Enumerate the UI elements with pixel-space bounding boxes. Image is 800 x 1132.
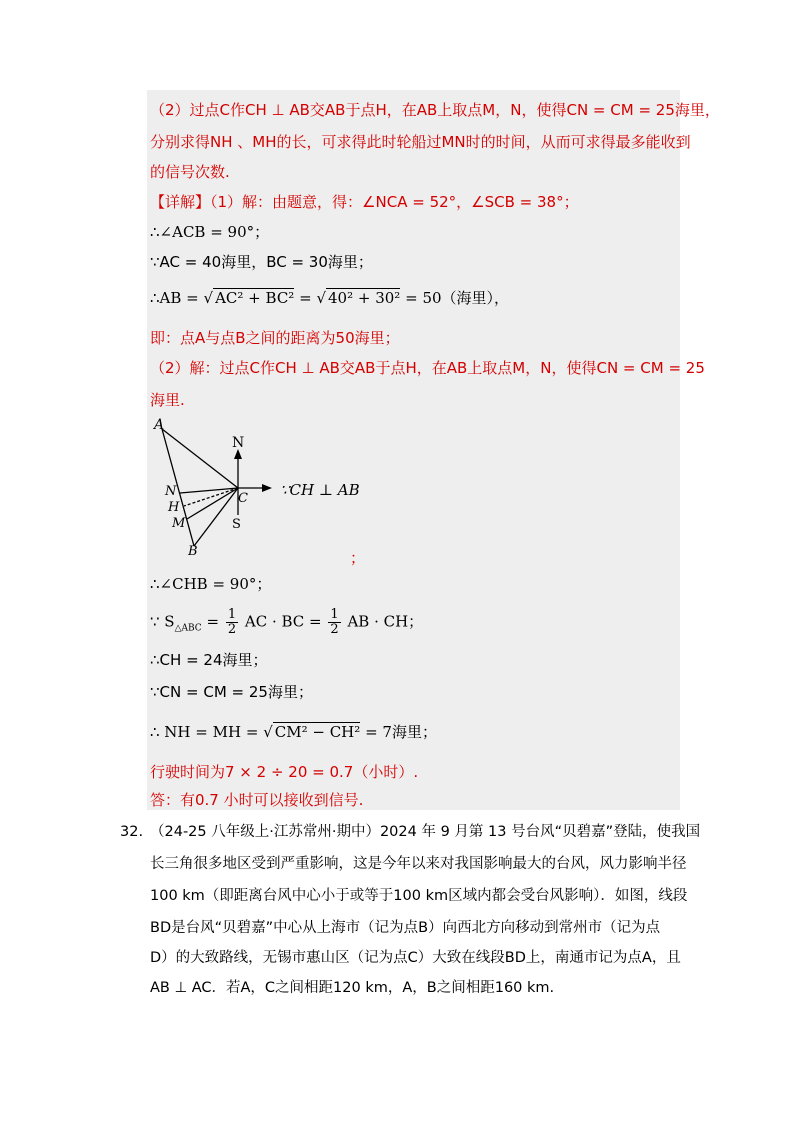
part2-line2: 海里. [150,391,185,409]
step-area-eq1: = [206,612,220,631]
step-ab [150,288,509,308]
label-a: A [154,417,165,433]
step-cn: ∵CN = CM = 25海里； [150,683,313,701]
label-h: H [168,500,180,515]
figure-caption: ∵CH ⊥ AB [280,481,360,499]
time-line: 行驶时间为7 × 2 ÷ 20 = 0.7（小时）. [150,763,419,781]
question32-line4: BD是台风“贝碧嘉”中心从上海市（记为点B）向西北方向移动到常州市（记为点 [150,920,661,936]
question32-line2: 长三角很多地区受到严重影响，这是今年以来对我国影响最大的台风，风力影响半径 [150,856,687,872]
question32-line5: D）的大致路线，无锡市惠山区（记为点C）大致在线段BD上，南通市记为点A，且 [150,950,681,966]
label-s: S [232,517,241,532]
step-area-sub: △ABC [174,623,202,634]
question32-number: 32. [120,824,144,840]
step-nh-prefix: ∴ NH = MH = [150,723,259,741]
hint2-line2: 分别求得NH 、MH的长，可求得此时轮船过MN时的时间，从而可求得最多能收到 [150,133,691,151]
question32-line1: （24-25 八年级上·江苏常州·期中）2024 年 9 月第 13 号台风“贝碧嘉”登陆，使我国 [150,824,701,840]
step-ch: ∴CH = 24海里； [150,651,268,669]
part2-line1: （2）解：过点C作CH ⊥ AB交AB于点H，在AB上取点M，N，使得CN = CM = 25 [150,359,705,377]
step-nh-sqrt: CM² − CH² [274,723,361,741]
label-b: B [188,544,198,559]
step-ab-result: = 50（海里）， [405,289,510,307]
radical-icon: √ [316,289,327,307]
detail-label: 【详解】 [150,193,211,211]
step-ab-prefix: ∴AB = [150,289,199,307]
half-fraction: $\frac{1}{2}$ [227,607,237,637]
radical-icon: √ [263,723,273,741]
radical-icon: √ [203,289,214,307]
step-given: ∵AC = 40海里，BC = 30海里； [150,253,373,271]
answer1: 即：点A与点B之间的距离为50海里； [150,329,400,347]
segment-cn [180,488,238,493]
step-area-prefix: ∵ S [150,612,175,631]
label-m: M [172,516,186,531]
east-arrow-icon [262,484,272,492]
segment-ac [162,429,238,488]
step-nh-result: = 7海里； [365,723,437,741]
part1-intro-text: （1）解：由题意，得：∠NCA = 52°，∠SCB = 38°； [210,193,579,211]
step-area [150,608,423,639]
step-chb: ∴∠CHB = 90°； [150,575,272,593]
label-north: N [232,435,245,451]
step-ab-sqrt1: AC² + BC² [215,289,295,307]
step-acb: ∴∠ACB = 90°； [150,223,270,241]
segment-cm [187,488,238,519]
question32-line3: 100 km（即距离台风中心小于或等于100 km区域内都会受台风影响）．如图，线段 [150,888,688,904]
geometry-figure [150,415,410,560]
answer2: 答：有0.7 小时可以接收到信号. [150,791,364,809]
hint2-line3: 的信号次数. [150,163,230,181]
label-n: N [165,484,177,499]
step-area-mid: AC · BC = [244,612,322,631]
step-area-end: AB · CH； [347,612,424,631]
step-ab-sqrt2: 40² + 30² [328,289,401,307]
label-c: C [238,491,248,506]
step-ab-eq: = [299,289,312,307]
detail-part1-intro [150,192,579,212]
figure-tail: ； [350,549,366,567]
question32-line6: AB ⊥ AC．若A，C之间相距120 km，A，B之间相距160 km. [150,980,555,996]
step-nh [150,722,437,742]
hint2-line1: （2）过点C作CH ⊥ AB交AB于点H，在AB上取点M，N，使得CN = CM = 25海里， [150,101,720,119]
half-fraction: $\frac{1}{2}$ [330,607,339,637]
